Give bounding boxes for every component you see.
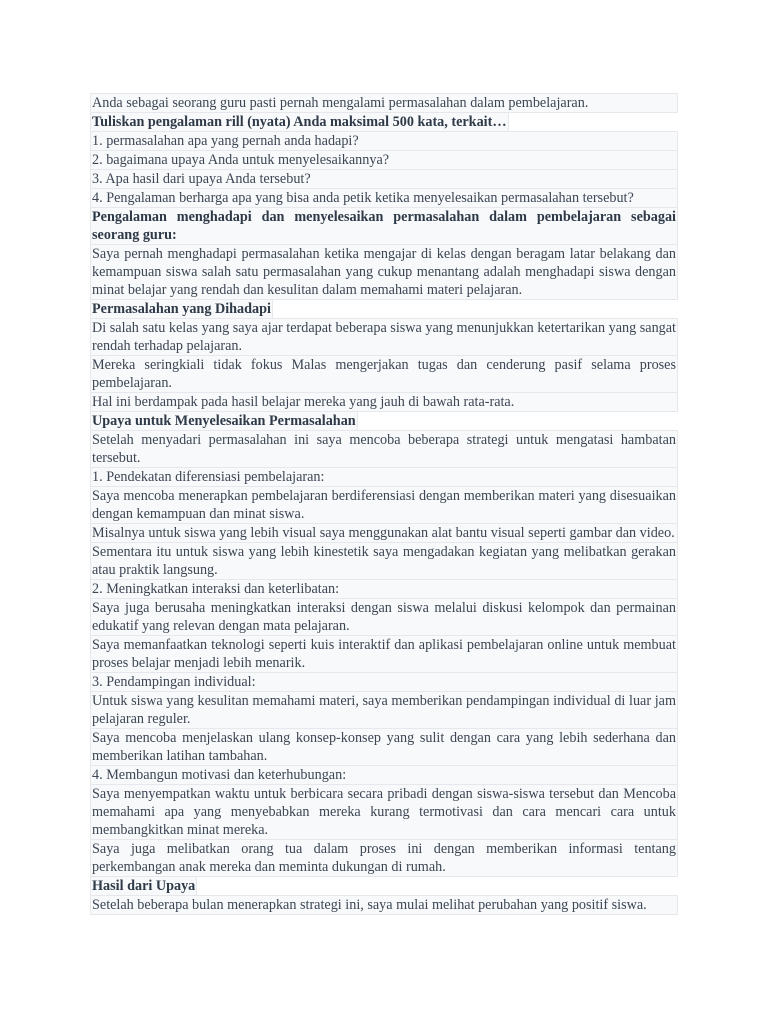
question-4: 4. Pengalaman berharga apa yang bisa anda petik ketika menyelesaikan permasalahan tersebut? bbox=[90, 188, 678, 208]
problem-paragraph-1: Di salah satu kelas yang saya ajar terdapat beberapa siswa yang menunjukkan ketertarikan yang sangat rendah terhadap pelajaran. bbox=[92, 320, 676, 354]
strategy-1-paragraph-3: Sementara itu untuk siswa yang lebih kinestetik saya mengadakan kegiatan yang melibatkan gerakan atau praktik langsung. bbox=[92, 544, 676, 578]
strategy-1-title: 1. Pendekatan diferensiasi pembelajaran: bbox=[90, 467, 678, 487]
strategy-1-paragraph-1: Saya mencoba menerapkan pembelajaran berdiferensiasi dengan memberikan materi yang disesuaikan dengan kemampuan dan minat siswa. bbox=[92, 488, 676, 522]
effort-heading: Upaya untuk Menyelesaikan Permasalahan bbox=[92, 413, 356, 429]
strategy-2-paragraph-2: Saya memanfaatkan teknologi seperti kuis interaktif dan aplikasi pembelajaran online untuk membuat proses belajar menjadi lebih menarik. bbox=[92, 637, 676, 671]
strategy-4-paragraph-1: Saya menyempatkan waktu untuk berbicara secara pribadi dengan siswa-siswa tersebut dan Mencoba memahami apa yang menyebabkan mereka kurang termotivasi dan cara mencari cara untuk membangkitkan minat mereka. bbox=[92, 786, 676, 838]
task-heading: Tuliskan pengalaman rill (nyata) Anda maksimal 500 kata, terkait… bbox=[92, 114, 507, 130]
strategy-3-paragraph-2: Saya mencoba menjelaskan ulang konsep-konsep yang sulit dengan cara yang lebih sederhana dan memberikan latihan tambahan. bbox=[92, 730, 676, 764]
result-paragraph-1: Setelah beberapa bulan menerapkan strategi ini, saya mulai melihat perubahan yang positif siswa. bbox=[90, 895, 678, 915]
effort-intro: Setelah menyadari permasalahan ini saya mencoba beberapa strategi untuk mengatasi hambatan tersebut. bbox=[92, 432, 676, 466]
document-body bbox=[90, 93, 678, 914]
problem-paragraph-3: Hal ini berdampak pada hasil belajar mereka yang jauh di bawah rata-rata. bbox=[90, 392, 678, 412]
strategy-2-title: 2. Meningkatkan interaksi dan keterlibatan: bbox=[90, 579, 678, 599]
strategy-4-paragraph-2: Saya juga melibatkan orang tua dalam proses ini dengan memberikan informasi tentang perkembangan anak mereka dan meminta dukungan di rumah. bbox=[92, 841, 676, 875]
intro-paragraph: Anda sebagai seorang guru pasti pernah mengalami permasalahan dalam pembelajaran. bbox=[90, 93, 678, 113]
strategy-3-title: 3. Pendampingan individual: bbox=[90, 672, 678, 692]
question-3: 3. Apa hasil dari upaya Anda tersebut? bbox=[90, 169, 678, 189]
strategy-2-paragraph-1: Saya juga berusaha meningkatkan interaksi dengan siswa melalui diskusi kelompok dan permainan edukatif yang relevan dengan mata pelajaran. bbox=[92, 600, 676, 634]
strategy-4-title: 4. Membangun motivasi dan keterhubungan: bbox=[90, 765, 678, 785]
question-1: 1. permasalahan apa yang pernah anda hadapi? bbox=[90, 131, 678, 151]
main-heading: Pengalaman menghadapi dan menyelesaikan permasalahan dalam pembelajaran sebagai seorang guru: bbox=[92, 209, 676, 243]
question-2: 2. bagaimana upaya Anda untuk menyelesaikannya? bbox=[90, 150, 678, 170]
problem-heading: Permasalahan yang Dihadapi bbox=[92, 301, 271, 317]
opening-paragraph: Saya pernah menghadapi permasalahan ketika mengajar di kelas dengan beragam latar belakang dan kemampuan siswa salah satu permasalahan yang cukup menantang adalah menghadapi siswa dengan minat belajar yang rendah dan kesulitan dalam memahami materi pelajaran. bbox=[92, 246, 676, 298]
problem-paragraph-2: Mereka seringkiali tidak fokus Malas mengerjakan tugas dan cenderung pasif selama proses pembelajaran. bbox=[92, 357, 676, 391]
result-heading: Hasil dari Upaya bbox=[92, 878, 196, 894]
strategy-3-paragraph-1: Untuk siswa yang kesulitan memahami materi, saya memberikan pendampingan individual di luar jam pelajaran reguler. bbox=[92, 693, 676, 727]
strategy-1-paragraph-2: Misalnya untuk siswa yang lebih visual saya menggunakan alat bantu visual seperti gambar dan video. bbox=[90, 523, 678, 543]
